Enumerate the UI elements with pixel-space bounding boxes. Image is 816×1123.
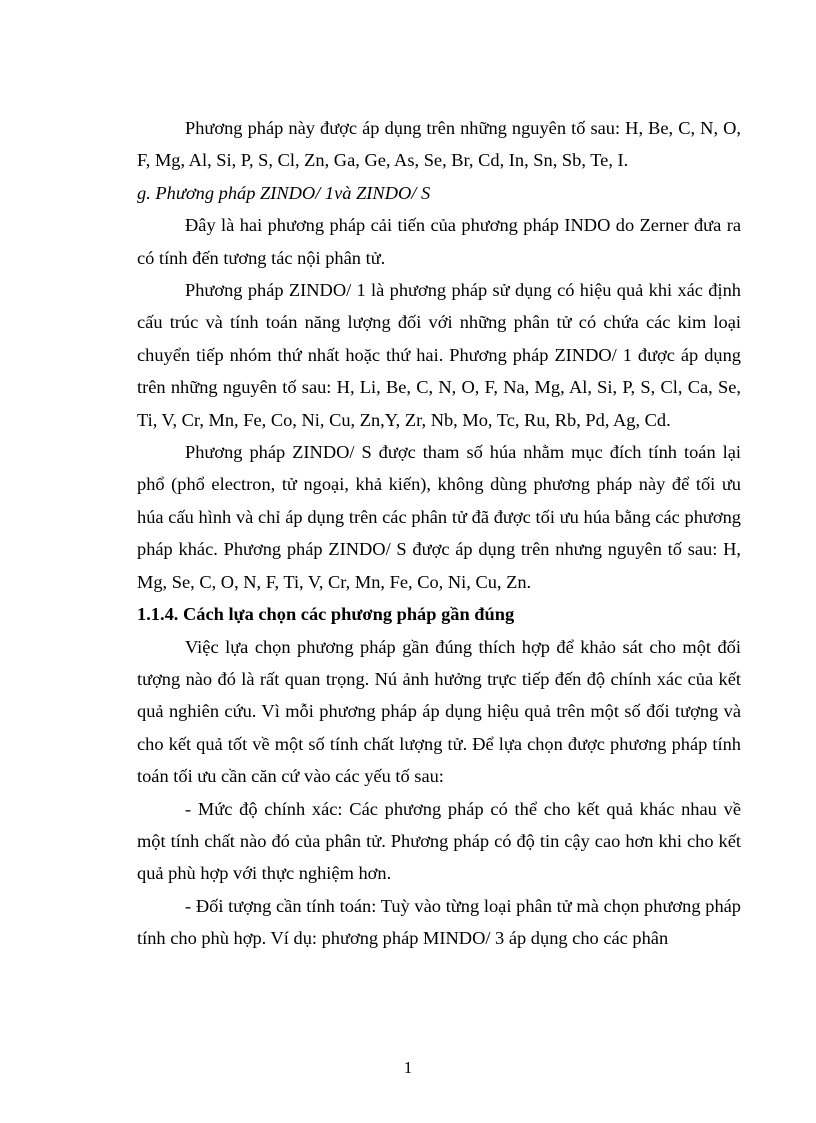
paragraph-zindo-intro: Đây là hai phương pháp cải tiến của phương pháp INDO do Zerner đưa ra có tính đến tương tác nội phân tử. xyxy=(137,215,741,268)
section-heading-method-selection: 1.1.4. Cách lựa chọn các phương pháp gần đúng xyxy=(137,604,515,625)
paragraph-target-object: - Đối tượng cần tính toán: Tuỳ vào từng loại phân tử mà chọn phương pháp tính cho phù hợp. Ví dụ: phương pháp MINDO/ 3 áp dụng cho các phân xyxy=(137,895,741,949)
paragraph-zindo-1: Phương pháp ZINDO/ 1 là phương pháp sử dụng có hiệu quả khi xác định cấu trúc và tính toán năng lượng đối với những phân tử có chứa các kim loại chuyển tiếp nhóm thứ nhất hoặc thứ hai. Phương pháp ZINDO/ 1 được áp dụng trên những nguyên tố sau: H, Li, Be, C, N, O, F, Na, Mg, Al, Si, P, S, Cl, Ca, Se, Ti, V, Cr, Mn, Fe, Co, Ni, Cu, Zn,Y, Zr, Nb, Mo, Tc, Ru, Rb, Pd, Ag, Cd. xyxy=(137,280,741,430)
paragraph-method-selection: Việc lựa chọn phương pháp gần đúng thích hợp để khảo sát cho một đối tượng nào đó là rất quan trọng. Nú ảnh hưởng trực tiếp đến độ chính xác của kết quả nghiên cứu. Vì mỗi phương pháp áp dụng hiệu quả trên một số đối tượng và cho kết quả tốt về một số tính chất lượng tử. Để lựa chọn được phương pháp tính toán tối ưu cần căn cứ vào các yếu tố sau: xyxy=(137,636,741,787)
paragraph-applied-elements: Phương pháp này được áp dụng trên những nguyên tố sau: H, Be, C, N, O, F, Mg, Al, Si, P, S, Cl, Zn, Ga, Ge, As, Se, Br, Cd, In, Sn, Sb, Te, I. xyxy=(137,118,741,171)
paragraph-accuracy: - Mức độ chính xác: Các phương pháp có thể cho kết quả khác nhau về một tính chất nào đó của phân tử. Phương pháp có độ tin cậy cao hơn khi cho kết quả phù hợp với thực nghiệm hơn. xyxy=(137,798,741,884)
page-number: 1 xyxy=(403,1058,413,1077)
subheading-zindo: g. Phương pháp ZINDO/ 1và ZINDO/ S xyxy=(137,182,431,203)
body-text xyxy=(137,112,741,955)
paragraph-zindo-s: Phương pháp ZINDO/ S được tham số húa nhằm mục đích tính toán lại phổ (phổ electron, tử ngoại, khả kiến), không dùng phương pháp này để tối ưu húa cấu hình và chỉ áp dụng trên các phân tử đã được tối ưu húa bằng các phương pháp khác. Phương pháp ZINDO/ S được áp dụng trên nhưng nguyên tố sau: H, Mg, Se, C, O, N, F, Ti, V, Cr, Mn, Fe, Co, Ni, Cu, Zn. xyxy=(137,442,741,592)
